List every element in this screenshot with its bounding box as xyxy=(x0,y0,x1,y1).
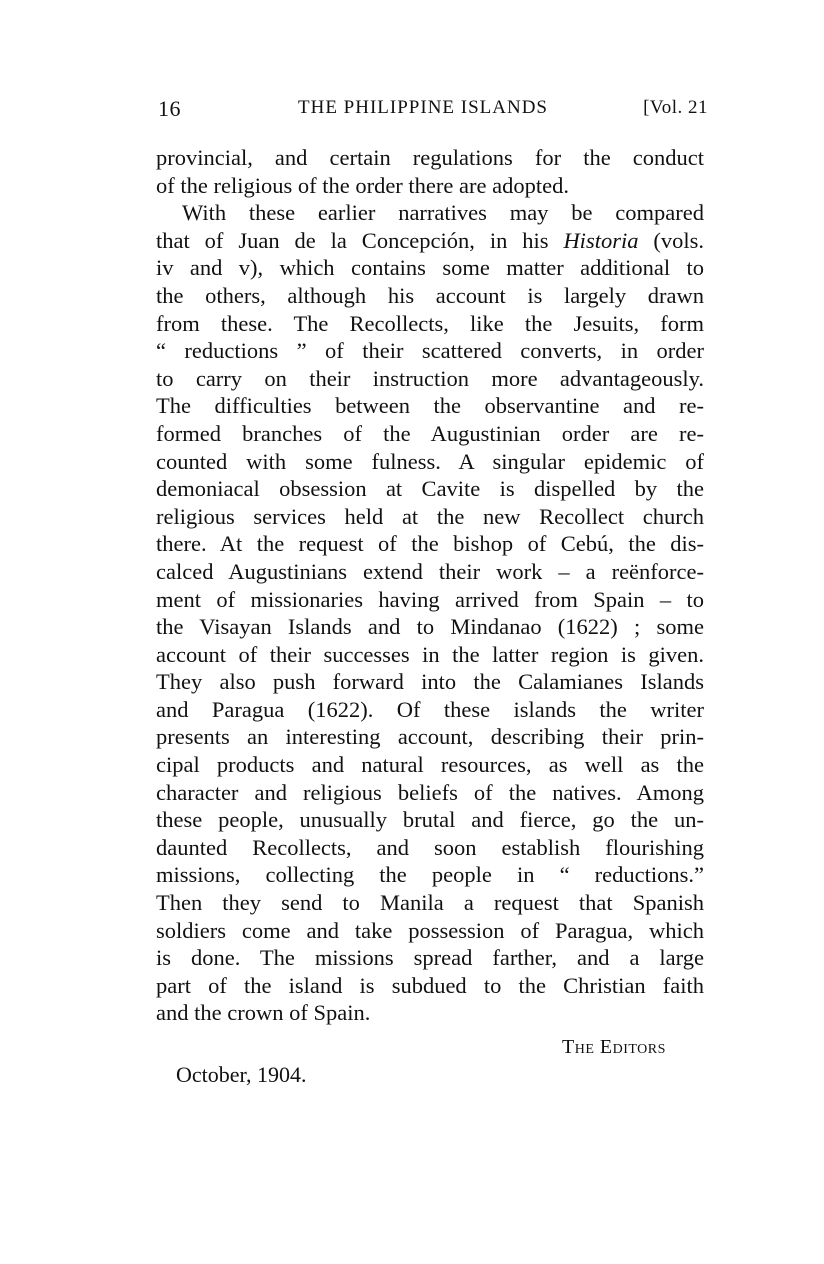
text-line: They also push forward into the Calamianes Islands xyxy=(156,669,704,695)
text-line: character and religious beliefs of the natives. Among xyxy=(156,779,704,805)
text-line: “ reductions ” of their scattered converts, in order xyxy=(156,338,704,364)
text-fragment: that of Juan de la Concepción, in his xyxy=(156,227,549,253)
editors-signature: The Editors xyxy=(562,1036,666,1058)
text-line: of the religious of the order there are adopted. xyxy=(156,172,569,198)
page-number: 16 xyxy=(158,96,181,121)
text-line: these people, unusually brutal and fierce, go the un- xyxy=(156,807,704,833)
text-line: the others, although his account is largely drawn xyxy=(156,282,704,308)
text-line: part of the island is subdued to the Christian faith xyxy=(156,972,704,998)
text-line: from these. The Recollects, like the Jesuits, form xyxy=(156,310,704,336)
body-text xyxy=(156,144,704,1027)
text-line: is done. The missions spread farther, and a large xyxy=(156,945,704,971)
text-line: demoniacal obsession at Cavite is dispelled by the xyxy=(156,476,704,502)
italic-title: Historia xyxy=(563,227,639,253)
dateline: October, 1904. xyxy=(176,1062,307,1087)
text-line: to carry on their instruction more advantageously. xyxy=(156,365,704,391)
text-line: With these earlier narratives may be compared xyxy=(182,200,704,226)
text-line: The difficulties between the observantine and re- xyxy=(156,393,704,419)
text-line: soldiers come and take possession of Paragua, which xyxy=(156,917,704,943)
text-line: and Paragua (1622). Of these islands the writer xyxy=(156,696,704,722)
text-line: religious services held at the new Recollect church xyxy=(156,503,704,529)
text-line: counted with some fulness. A singular epidemic of xyxy=(156,448,704,474)
text-line: formed branches of the Augustinian order are re- xyxy=(156,420,704,446)
text-fragment: (vols. xyxy=(653,227,704,253)
text-line: there. At the request of the bishop of Cebú, the dis- xyxy=(156,531,704,557)
text-line: calced Augustinians extend their work – a reënforce- xyxy=(156,558,704,584)
volume-label: [Vol. 21 xyxy=(643,97,708,118)
running-head xyxy=(158,96,708,126)
text-line: missions, collecting the people in “ reductions.” xyxy=(156,862,704,888)
text-line: and the crown of Spain. xyxy=(156,1000,371,1026)
text-line: the Visayan Islands and to Mindanao (1622) ; some xyxy=(156,614,704,640)
text-line: daunted Recollects, and soon establish flourishing xyxy=(156,834,704,860)
text-line: provincial, and certain regulations for the conduct xyxy=(156,145,704,170)
text-line: account of their successes in the latter region is given. xyxy=(156,641,704,667)
text-line: cipal products and natural resources, as well as the xyxy=(156,752,704,778)
text-line: ment of missionaries having arrived from Spain – to xyxy=(156,586,704,612)
text-line xyxy=(156,227,704,255)
text-line: presents an interesting account, describing their prin- xyxy=(156,724,704,750)
text-line: iv and v), which contains some matter additional to xyxy=(156,255,704,281)
running-title: THE PHILIPPINE ISLANDS xyxy=(298,97,548,118)
text-line: Then they send to Manila a request that Spanish xyxy=(156,890,704,916)
